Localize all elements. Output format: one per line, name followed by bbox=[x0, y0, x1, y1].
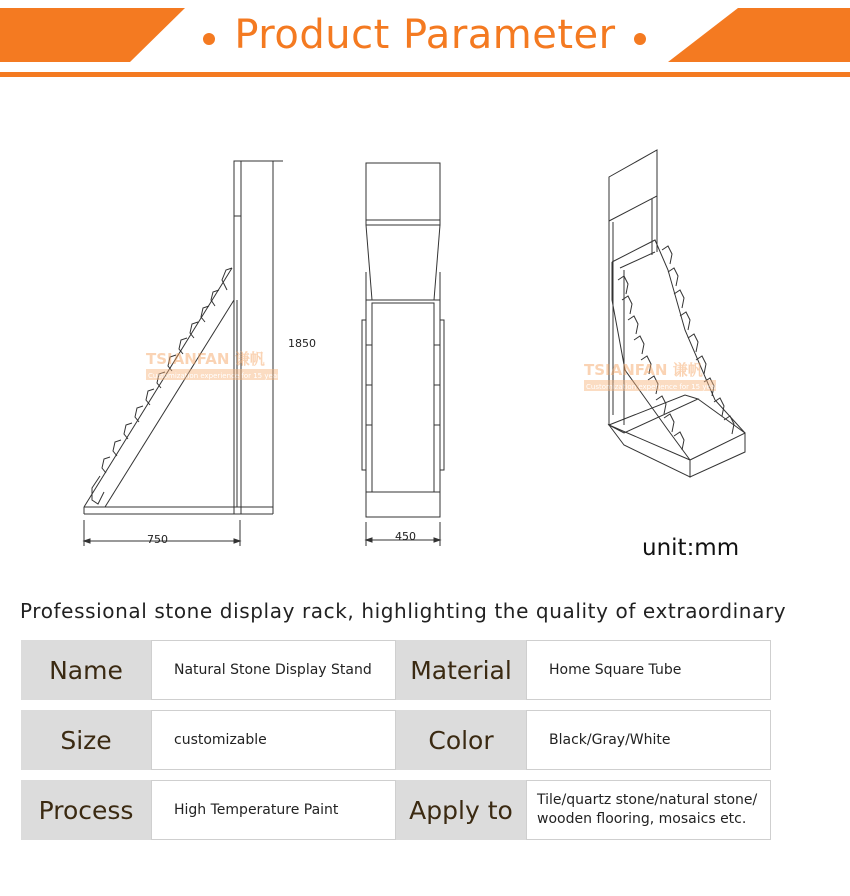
front-view-drawing bbox=[362, 163, 444, 546]
spec-label-apply-to: Apply to bbox=[396, 780, 526, 840]
height-dimension-label: 1850 bbox=[288, 337, 316, 350]
watermark-brand-right: TSIANFAN 谦帆 bbox=[584, 361, 703, 379]
side-width-dimension-label: 750 bbox=[147, 533, 168, 546]
spec-row bbox=[21, 710, 771, 770]
perspective-view-drawing bbox=[609, 150, 745, 477]
watermark-right bbox=[584, 361, 722, 391]
spec-label-material: Material bbox=[396, 640, 526, 700]
spec-label-size: Size bbox=[21, 710, 151, 770]
spec-value-size: customizable bbox=[151, 710, 396, 770]
spec-row bbox=[21, 640, 771, 700]
spec-row bbox=[21, 780, 771, 840]
watermark-tagline-left: Customization experience for 15 years bbox=[148, 372, 284, 380]
spec-label-name: Name bbox=[21, 640, 151, 700]
side-view-drawing bbox=[84, 161, 273, 514]
spec-value-material: Home Square Tube bbox=[526, 640, 771, 700]
watermark-brand-left: TSIANFAN 谦帆 bbox=[146, 350, 265, 368]
front-width-dimension-label: 450 bbox=[395, 530, 416, 543]
unit-label: unit:mm bbox=[642, 535, 740, 561]
spec-value-apply-to: Tile/quartz stone/natural stone/ wooden flooring, mosaics etc. bbox=[526, 780, 771, 840]
spec-value-process: High Temperature Paint bbox=[151, 780, 396, 840]
watermark-left bbox=[146, 350, 284, 380]
banner-underline bbox=[0, 72, 850, 77]
header-banner bbox=[0, 0, 850, 80]
spec-label-process: Process bbox=[21, 780, 151, 840]
product-drawings bbox=[0, 140, 850, 570]
spec-value-name: Natural Stone Display Stand bbox=[151, 640, 396, 700]
watermark-tagline-right: Customization experience for 15 years bbox=[586, 383, 722, 391]
spec-value-color: Black/Gray/White bbox=[526, 710, 771, 770]
spec-label-color: Color bbox=[396, 710, 526, 770]
product-tagline: Professional stone display rack, highlighting the quality of extraordinary bbox=[20, 599, 787, 623]
page-title: Product Parameter bbox=[234, 12, 616, 58]
